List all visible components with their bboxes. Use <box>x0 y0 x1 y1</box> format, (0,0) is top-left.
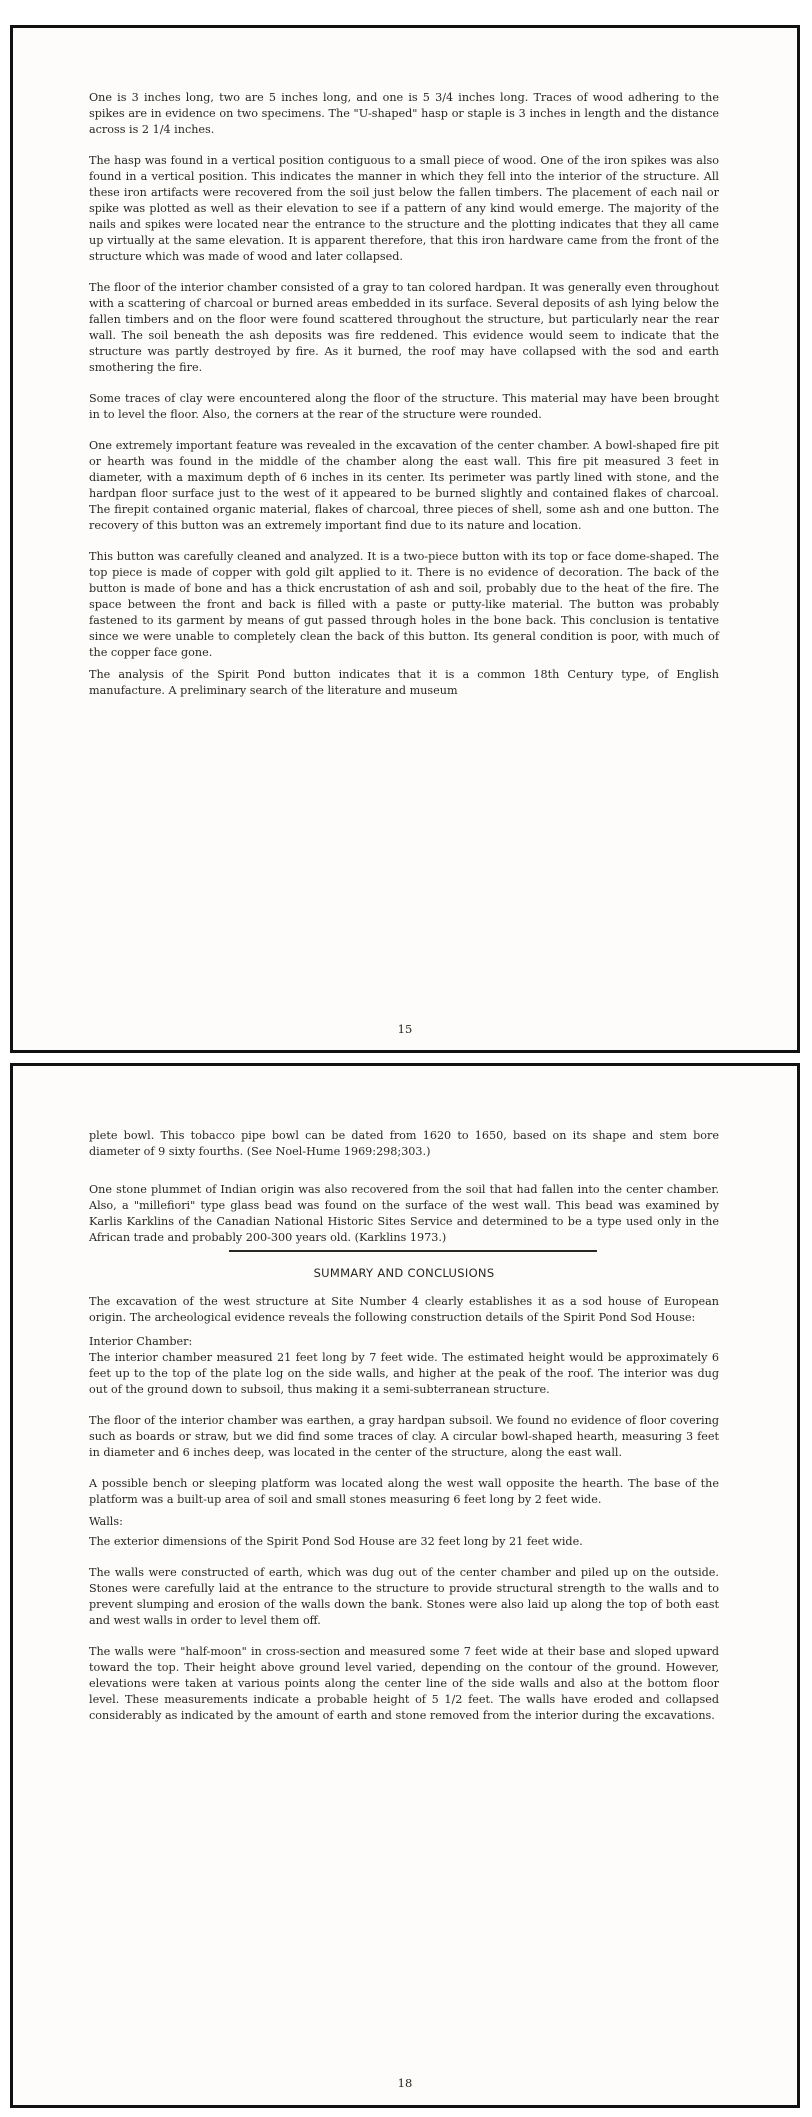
paragraph: The walls were "half-moon" in cross-section and measured some 7 feet wide at their base and sloped upward toward the top. Their height above ground level varied, depending on the contour of the ground. However, elevations were taken at various points along the center line of the side walls and also at the bottom floor level. These measurements indicate a probable height of 5 1/2 feet. The walls have eroded and collapsed considerably as indicated by the amount of earth and stone removed from the interior during the excavations. <box>89 1645 719 1722</box>
section-heading: SUMMARY AND CONCLUSIONS <box>313 1266 495 1280</box>
page-number: 15 <box>397 1022 413 1036</box>
page-18-body <box>89 1128 719 1739</box>
paragraph: One extremely important feature was revealed in the excavation of the center chamber. A bowl-shaped fire pit or hearth was found in the middle of the chamber along the east wall. This fire pit measured 3 feet in diameter, with a maximum depth of 6 inches in its center. Its perimeter was partly lined with stone, and the hardpan floor surface just to the west of it appeared to be burned slightly and contained flakes of charcoal. The firepit contained organic material, flakes of charcoal, three pieces of shell, some ash and one button. The recovery of this button was an extremely important find due to its nature and location. <box>89 439 719 532</box>
paragraph: The excavation of the west structure at Site Number 4 clearly establishes it as a sod house of European origin. The archeological evidence reveals the following construction details of the Spirit Pond Sod House: <box>89 1295 719 1324</box>
paragraph: The hasp was found in a vertical position contiguous to a small piece of wood. One of the iron spikes was also found in a vertical position. This indicates the manner in which they fell into the interior of the structure. All these iron artifacts were recovered from the soil just below the fallen timbers. The placement of each nail or spike was plotted as well as their elevation to see if a pattern of any kind would emerge. The majority of the nails and spikes were located near the entrance to the structure and the plotting indicates that they all came up virtually at the same elevation. It is apparent therefore, that this iron hardware came from the front of the structure which was made of wood and later collapsed. <box>89 154 719 263</box>
paragraph: The interior chamber measured 21 feet long by 7 feet wide. The estimated height would be approximately 6 feet up to the top of the plate log on the side walls, and higher at the peak of the roof. The interior was dug out of the ground down to subsoil, thus making it a semi-subterranean structure. <box>89 1351 719 1396</box>
paragraph: Some traces of clay were encountered along the floor of the structure. This material may have been brought in to level the floor. Also, the corners at the rear of the structure were rounded. <box>89 392 719 421</box>
page-number: 18 <box>397 2076 413 2090</box>
paragraph: plete bowl. This tobacco pipe bowl can be dated from 1620 to 1650, based on its shape and stem bore diameter of 9 sixty fourths. (See Noel-Hume 1969:298;303.) <box>89 1129 719 1158</box>
document-page-18 <box>10 1063 800 2108</box>
paragraph: The walls were constructed of earth, which was dug out of the center chamber and piled up on the outside. Stones were carefully laid at the entrance to the structure to provide structural strength to the walls and to prevent slumping and erosion of the walls down the bank. Stones were also laid up along the top of both east and west walls in order to level them off. <box>89 1566 719 1627</box>
paragraph: This button was carefully cleaned and analyzed. It is a two-piece button with its top or face dome-shaped. The top piece is made of copper with gold gilt applied to it. There is no evidence of decoration. The back of the button is made of bone and has a thick encrustation of ash and soil, probably due to the heat of the fire. The space between the front and back is filled with a paste or putty-like material. The button was probably fastened to its garment by means of gut passed through holes in the bone back. This conclusion is tentative since we were unable to completely clean the back of this button. Its general condition is poor, with much of the copper face gone. <box>89 550 719 659</box>
paragraph: The analysis of the Spirit Pond button indicates that it is a common 18th Century type, of English manufacture. A preliminary search of the literature and museum <box>89 668 719 697</box>
subheading-interior-chamber: Interior Chamber: <box>89 1335 193 1348</box>
paragraph: One is 3 inches long, two are 5 inches long, and one is 5 3/4 inches long. Traces of wood adhering to the spikes are in evidence on two specimens. The "U-shaped" hasp or staple is 3 inches in length and the distance across is 2 1/4 inches. <box>89 91 719 136</box>
paragraph: A possible bench or sleeping platform was located along the west wall opposite the hearth. The base of the platform was a built-up area of soil and small stones measuring 6 feet long by 2 feet wide. <box>89 1477 719 1506</box>
document-page-15 <box>10 25 800 1053</box>
section-divider <box>229 1250 597 1252</box>
paragraph: The floor of the interior chamber was earthen, a gray hardpan subsoil. We found no evidence of floor covering such as boards or straw, but we did find some traces of clay. A circular bowl-shaped hearth, measuring 3 feet in diameter and 6 inches deep, was located in the center of the structure, along the east wall. <box>89 1414 719 1459</box>
paragraph: One stone plummet of Indian origin was also recovered from the soil that had fallen into the center chamber. Also, a "millefiori" type glass bead was found on the surface of the west wall. This bead was examined by Karlis Karklins of the Canadian National Historic Sites Service and determined to be a type used only in the African trade and probably 200-300 years old. (Karklins 1973.) <box>89 1183 719 1244</box>
paragraph: The exterior dimensions of the Spirit Pond Sod House are 32 feet long by 21 feet wide. <box>89 1535 583 1548</box>
paragraph: The floor of the interior chamber consisted of a gray to tan colored hardpan. It was generally even throughout with a scattering of charcoal or burned areas embedded in its surface. Several deposits of ash lying below the fallen timbers and on the floor were found scattered throughout the structure, but particularly near the rear wall. The soil beneath the ash deposits was fire reddened. This evidence would seem to indicate that the structure was partly destroyed by fire. As it burned, the roof may have collapsed with the sod and earth smothering the fire. <box>89 281 719 374</box>
subheading-walls: Walls: <box>89 1515 123 1528</box>
page-15-body <box>89 90 719 714</box>
